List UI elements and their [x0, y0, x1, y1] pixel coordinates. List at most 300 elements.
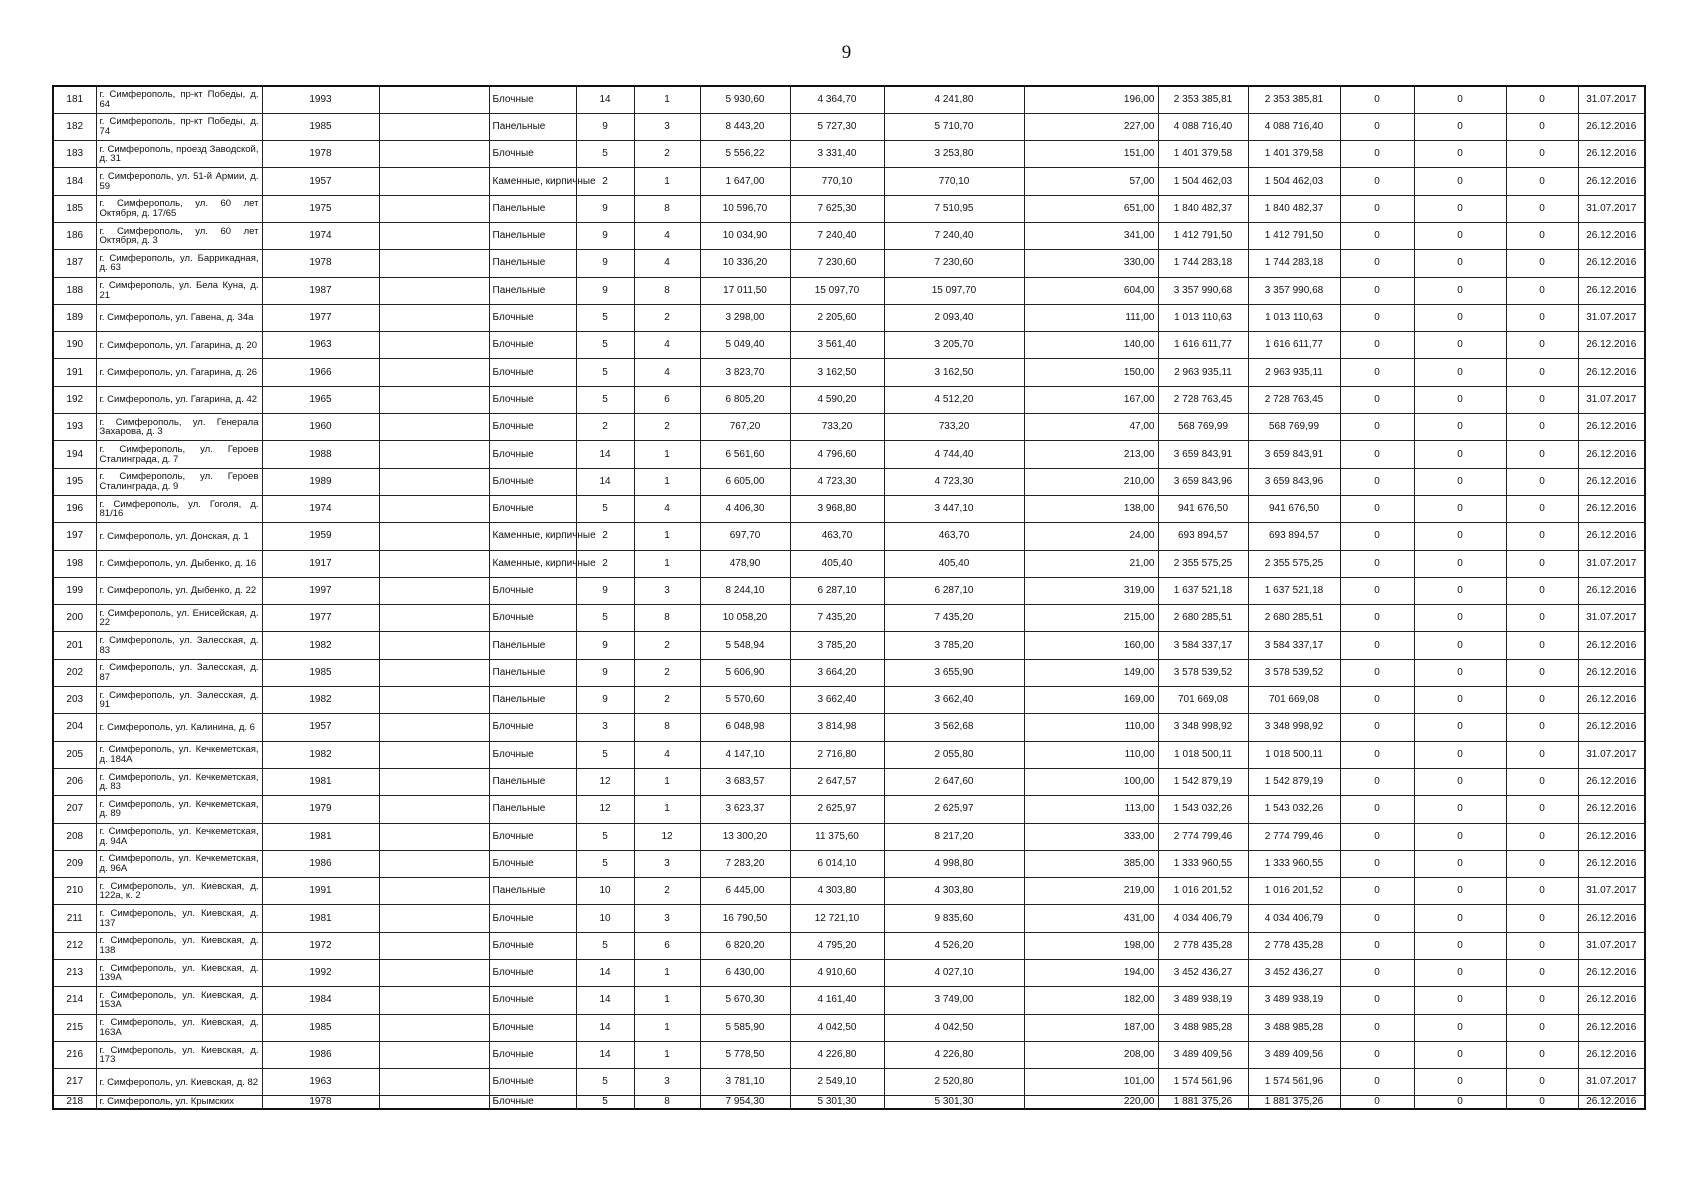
zero-cell-2: 0: [1414, 523, 1506, 550]
wall-material-cell: Блочные: [489, 141, 576, 168]
area-total-cell: 10 058,20: [700, 605, 790, 632]
cost-fund-cell: 1 744 283,18: [1248, 250, 1340, 277]
empty-cell: [379, 441, 489, 468]
empty-cell: [379, 222, 489, 249]
area-roof-cell: 138,00: [1024, 495, 1158, 522]
zero-cell-3: 0: [1506, 414, 1578, 441]
table-row: [53, 960, 1645, 987]
row-number: 188: [53, 277, 96, 304]
area-living-cell: 3 561,40: [790, 332, 884, 359]
zero-cell-2: 0: [1414, 605, 1506, 632]
zero-cell-2: 0: [1414, 577, 1506, 604]
cost-total-cell: 2 355 575,25: [1158, 550, 1248, 577]
table-row: [53, 195, 1645, 222]
cost-fund-cell: 3 452 436,27: [1248, 960, 1340, 987]
date-cell: 31.07.2017: [1578, 932, 1645, 959]
year-cell: 1977: [262, 304, 379, 331]
table-row: [53, 768, 1645, 795]
zero-cell-2: 0: [1414, 932, 1506, 959]
zero-cell-2: 0: [1414, 222, 1506, 249]
date-cell: 31.07.2017: [1578, 550, 1645, 577]
floors-cell: 9: [576, 632, 634, 659]
row-number: 218: [53, 1096, 96, 1109]
area-roof-cell: 220,00: [1024, 1096, 1158, 1109]
area-total-cell: 6 048,98: [700, 714, 790, 741]
area-roof-cell: 113,00: [1024, 796, 1158, 823]
row-number: 213: [53, 960, 96, 987]
row-number: 217: [53, 1069, 96, 1096]
floors-cell: 10: [576, 905, 634, 932]
table-row: [53, 1014, 1645, 1041]
zero-cell-2: 0: [1414, 441, 1506, 468]
zero-cell-1: 0: [1340, 550, 1414, 577]
area-residential-cell: 7 510,95: [884, 195, 1024, 222]
address-cell: г. Симферополь, ул. Баррикадная, д. 63: [96, 250, 262, 277]
zero-cell-3: 0: [1506, 905, 1578, 932]
area-residential-cell: 7 435,20: [884, 605, 1024, 632]
floors-cell: 14: [576, 1041, 634, 1068]
zero-cell-2: 0: [1414, 714, 1506, 741]
zero-cell-1: 0: [1340, 468, 1414, 495]
table-row: [53, 878, 1645, 905]
zero-cell-3: 0: [1506, 796, 1578, 823]
zero-cell-1: 0: [1340, 960, 1414, 987]
area-total-cell: 13 300,20: [700, 823, 790, 850]
table-row: [53, 523, 1645, 550]
entrances-cell: 4: [634, 359, 700, 386]
area-residential-cell: 4 723,30: [884, 468, 1024, 495]
floors-cell: 5: [576, 741, 634, 768]
empty-cell: [379, 304, 489, 331]
cost-fund-cell: 1 542 879,19: [1248, 768, 1340, 795]
entrances-cell: 8: [634, 195, 700, 222]
year-cell: 1991: [262, 878, 379, 905]
empty-cell: [379, 359, 489, 386]
year-cell: 1917: [262, 550, 379, 577]
area-total-cell: 7 283,20: [700, 850, 790, 877]
zero-cell-2: 0: [1414, 550, 1506, 577]
area-residential-cell: 15 097,70: [884, 277, 1024, 304]
entrances-cell: 3: [634, 850, 700, 877]
zero-cell-2: 0: [1414, 386, 1506, 413]
entrances-cell: 1: [634, 168, 700, 195]
cost-fund-cell: 2 778 435,28: [1248, 932, 1340, 959]
floors-cell: 5: [576, 359, 634, 386]
empty-cell: [379, 1014, 489, 1041]
area-living-cell: 3 662,40: [790, 687, 884, 714]
entrances-cell: 1: [634, 523, 700, 550]
area-total-cell: 16 790,50: [700, 905, 790, 932]
empty-cell: [379, 386, 489, 413]
entrances-cell: 1: [634, 1014, 700, 1041]
area-total-cell: 5 585,90: [700, 1014, 790, 1041]
address-cell: г. Симферополь, ул. Гагарина, д. 20: [96, 332, 262, 359]
area-living-cell: 4 226,80: [790, 1041, 884, 1068]
area-roof-cell: 167,00: [1024, 386, 1158, 413]
year-cell: 1965: [262, 386, 379, 413]
area-roof-cell: 187,00: [1024, 1014, 1158, 1041]
zero-cell-3: 0: [1506, 86, 1578, 113]
table-row: [53, 250, 1645, 277]
zero-cell-3: 0: [1506, 850, 1578, 877]
year-cell: 1989: [262, 468, 379, 495]
area-living-cell: 463,70: [790, 523, 884, 550]
date-cell: 26.12.2016: [1578, 359, 1645, 386]
zero-cell-2: 0: [1414, 332, 1506, 359]
area-residential-cell: 770,10: [884, 168, 1024, 195]
area-residential-cell: 3 749,00: [884, 987, 1024, 1014]
zero-cell-1: 0: [1340, 250, 1414, 277]
year-cell: 1993: [262, 86, 379, 113]
wall-material-cell: Каменные, кирпичные: [489, 550, 576, 577]
entrances-cell: 2: [634, 687, 700, 714]
zero-cell-1: 0: [1340, 86, 1414, 113]
date-cell: 31.07.2017: [1578, 878, 1645, 905]
address-cell: г. Симферополь, ул. Киевская, д. 153А: [96, 987, 262, 1014]
area-roof-cell: 651,00: [1024, 195, 1158, 222]
entrances-cell: 2: [634, 632, 700, 659]
zero-cell-1: 0: [1340, 687, 1414, 714]
address-cell: г. Симферополь, ул. Крымских: [96, 1096, 262, 1109]
empty-cell: [379, 1041, 489, 1068]
address-cell: г. Симферополь, ул. Дыбенко, д. 22: [96, 577, 262, 604]
floors-cell: 2: [576, 414, 634, 441]
zero-cell-1: 0: [1340, 850, 1414, 877]
zero-cell-3: 0: [1506, 960, 1578, 987]
area-total-cell: 6 430,00: [700, 960, 790, 987]
area-residential-cell: 9 835,60: [884, 905, 1024, 932]
entrances-cell: 1: [634, 468, 700, 495]
area-residential-cell: 5 710,70: [884, 113, 1024, 140]
row-number: 186: [53, 222, 96, 249]
page-number: 9: [841, 42, 852, 63]
table-row: [53, 550, 1645, 577]
address-cell: г. Симферополь, ул. Гагарина, д. 26: [96, 359, 262, 386]
cost-total-cell: 3 488 985,28: [1158, 1014, 1248, 1041]
entrances-cell: 4: [634, 495, 700, 522]
floors-cell: 5: [576, 141, 634, 168]
wall-material-cell: Блочные: [489, 1069, 576, 1096]
row-number: 210: [53, 878, 96, 905]
row-number: 206: [53, 768, 96, 795]
zero-cell-1: 0: [1340, 195, 1414, 222]
cost-total-cell: 2 680 285,51: [1158, 605, 1248, 632]
table-row: [53, 386, 1645, 413]
floors-cell: 9: [576, 277, 634, 304]
zero-cell-3: 0: [1506, 714, 1578, 741]
area-residential-cell: 463,70: [884, 523, 1024, 550]
zero-cell-1: 0: [1340, 796, 1414, 823]
year-cell: 1981: [262, 823, 379, 850]
date-cell: 31.07.2017: [1578, 605, 1645, 632]
zero-cell-3: 0: [1506, 1041, 1578, 1068]
year-cell: 1974: [262, 495, 379, 522]
area-residential-cell: 2 647,60: [884, 768, 1024, 795]
wall-material-cell: Блочные: [489, 905, 576, 932]
wall-material-cell: Блочные: [489, 468, 576, 495]
table-row: [53, 495, 1645, 522]
zero-cell-2: 0: [1414, 768, 1506, 795]
row-number: 200: [53, 605, 96, 632]
zero-cell-1: 0: [1340, 741, 1414, 768]
address-cell: г. Симферополь, ул. Кечкеметская, д. 184А: [96, 741, 262, 768]
zero-cell-3: 0: [1506, 632, 1578, 659]
area-living-cell: 7 435,20: [790, 605, 884, 632]
area-residential-cell: 733,20: [884, 414, 1024, 441]
year-cell: 1978: [262, 250, 379, 277]
table-row: [53, 414, 1645, 441]
area-residential-cell: 5 301,30: [884, 1096, 1024, 1109]
zero-cell-1: 0: [1340, 386, 1414, 413]
zero-cell-1: 0: [1340, 332, 1414, 359]
zero-cell-3: 0: [1506, 823, 1578, 850]
wall-material-cell: Блочные: [489, 1014, 576, 1041]
cost-total-cell: 3 348 998,92: [1158, 714, 1248, 741]
area-total-cell: 6 561,60: [700, 441, 790, 468]
area-roof-cell: 194,00: [1024, 960, 1158, 987]
empty-cell: [379, 823, 489, 850]
empty-cell: [379, 659, 489, 686]
zero-cell-1: 0: [1340, 823, 1414, 850]
address-cell: г. Симферополь, пр-кт Победы, д. 74: [96, 113, 262, 140]
zero-cell-1: 0: [1340, 1041, 1414, 1068]
empty-cell: [379, 250, 489, 277]
zero-cell-1: 0: [1340, 168, 1414, 195]
wall-material-cell: Блочные: [489, 741, 576, 768]
empty-cell: [379, 850, 489, 877]
area-residential-cell: 3 205,70: [884, 332, 1024, 359]
wall-material-cell: Блочные: [489, 850, 576, 877]
address-cell: г. Симферополь, ул. Киевская, д. 122а, к. 2: [96, 878, 262, 905]
entrances-cell: 4: [634, 332, 700, 359]
date-cell: 31.07.2017: [1578, 1069, 1645, 1096]
date-cell: 31.07.2017: [1578, 741, 1645, 768]
cost-total-cell: 3 584 337,17: [1158, 632, 1248, 659]
address-cell: г. Симферополь, ул. Кечкеметская, д. 94А: [96, 823, 262, 850]
zero-cell-2: 0: [1414, 168, 1506, 195]
zero-cell-1: 0: [1340, 1069, 1414, 1096]
address-cell: г. Симферополь, ул. Киевская, д. 137: [96, 905, 262, 932]
cost-fund-cell: 3 357 990,68: [1248, 277, 1340, 304]
area-roof-cell: 57,00: [1024, 168, 1158, 195]
zero-cell-3: 0: [1506, 550, 1578, 577]
zero-cell-2: 0: [1414, 1041, 1506, 1068]
floors-cell: 5: [576, 1096, 634, 1109]
floors-cell: 5: [576, 495, 634, 522]
zero-cell-1: 0: [1340, 277, 1414, 304]
area-residential-cell: 4 303,80: [884, 878, 1024, 905]
area-residential-cell: 3 447,10: [884, 495, 1024, 522]
zero-cell-1: 0: [1340, 905, 1414, 932]
area-living-cell: 4 723,30: [790, 468, 884, 495]
floors-cell: 9: [576, 577, 634, 604]
date-cell: 26.12.2016: [1578, 905, 1645, 932]
area-living-cell: 3 814,98: [790, 714, 884, 741]
floors-cell: 2: [576, 168, 634, 195]
entrances-cell: 12: [634, 823, 700, 850]
row-number: 191: [53, 359, 96, 386]
cost-fund-cell: 3 489 938,19: [1248, 987, 1340, 1014]
floors-cell: 9: [576, 195, 634, 222]
area-living-cell: 5 301,30: [790, 1096, 884, 1109]
zero-cell-2: 0: [1414, 414, 1506, 441]
area-residential-cell: 405,40: [884, 550, 1024, 577]
zero-cell-1: 0: [1340, 141, 1414, 168]
empty-cell: [379, 932, 489, 959]
address-cell: г. Симферополь, ул. Киевская, д. 138: [96, 932, 262, 959]
wall-material-cell: Блочные: [489, 714, 576, 741]
zero-cell-2: 0: [1414, 113, 1506, 140]
zero-cell-1: 0: [1340, 714, 1414, 741]
empty-cell: [379, 86, 489, 113]
floors-cell: 5: [576, 304, 634, 331]
address-cell: г. Симферополь, ул. Гоголя, д. 81/16: [96, 495, 262, 522]
wall-material-cell: Панельные: [489, 768, 576, 795]
row-number: 194: [53, 441, 96, 468]
area-residential-cell: 7 230,60: [884, 250, 1024, 277]
area-roof-cell: 319,00: [1024, 577, 1158, 604]
cost-total-cell: 2 728 763,45: [1158, 386, 1248, 413]
cost-fund-cell: 3 659 843,91: [1248, 441, 1340, 468]
zero-cell-3: 0: [1506, 987, 1578, 1014]
wall-material-cell: Панельные: [489, 687, 576, 714]
table-row: [53, 1041, 1645, 1068]
entrances-cell: 2: [634, 141, 700, 168]
wall-material-cell: Блочные: [489, 495, 576, 522]
table-row: [53, 605, 1645, 632]
empty-cell: [379, 414, 489, 441]
row-number: 208: [53, 823, 96, 850]
date-cell: 26.12.2016: [1578, 250, 1645, 277]
entrances-cell: 1: [634, 550, 700, 577]
entrances-cell: 2: [634, 414, 700, 441]
date-cell: 26.12.2016: [1578, 987, 1645, 1014]
table-row: [53, 577, 1645, 604]
empty-cell: [379, 195, 489, 222]
empty-cell: [379, 960, 489, 987]
area-roof-cell: 110,00: [1024, 741, 1158, 768]
entrances-cell: 8: [634, 605, 700, 632]
year-cell: 1963: [262, 332, 379, 359]
address-cell: г. Симферополь, ул. Кечкеметская, д. 96А: [96, 850, 262, 877]
area-living-cell: 7 625,30: [790, 195, 884, 222]
zero-cell-2: 0: [1414, 277, 1506, 304]
empty-cell: [379, 523, 489, 550]
zero-cell-1: 0: [1340, 878, 1414, 905]
zero-cell-2: 0: [1414, 250, 1506, 277]
floors-cell: 3: [576, 714, 634, 741]
area-roof-cell: 208,00: [1024, 1041, 1158, 1068]
area-total-cell: 6 605,00: [700, 468, 790, 495]
cost-fund-cell: 3 488 985,28: [1248, 1014, 1340, 1041]
entrances-cell: 4: [634, 222, 700, 249]
zero-cell-2: 0: [1414, 687, 1506, 714]
wall-material-cell: Панельные: [489, 796, 576, 823]
date-cell: 26.12.2016: [1578, 659, 1645, 686]
cost-fund-cell: 2 353 385,81: [1248, 86, 1340, 113]
area-roof-cell: 227,00: [1024, 113, 1158, 140]
cost-fund-cell: 1 840 482,37: [1248, 195, 1340, 222]
address-cell: г. Симферополь, ул. Дыбенко, д. 16: [96, 550, 262, 577]
address-cell: г. Симферополь, ул. Гавена, д. 34а: [96, 304, 262, 331]
area-total-cell: 10 596,70: [700, 195, 790, 222]
empty-cell: [379, 1096, 489, 1109]
cost-fund-cell: 2 355 575,25: [1248, 550, 1340, 577]
area-total-cell: 6 820,20: [700, 932, 790, 959]
address-cell: г. Симферополь, ул. Залесская, д. 83: [96, 632, 262, 659]
cost-total-cell: 941 676,50: [1158, 495, 1248, 522]
wall-material-cell: Каменные, кирпичные: [489, 168, 576, 195]
table-row: [53, 823, 1645, 850]
year-cell: 1977: [262, 605, 379, 632]
cost-total-cell: 1 542 879,19: [1158, 768, 1248, 795]
wall-material-cell: Блочные: [489, 577, 576, 604]
floors-cell: 14: [576, 987, 634, 1014]
address-cell: г. Симферополь, ул. Генерала Захарова, д. 3: [96, 414, 262, 441]
address-cell: г. Симферополь, ул. Кечкеметская, д. 89: [96, 796, 262, 823]
zero-cell-3: 0: [1506, 932, 1578, 959]
row-number: 209: [53, 850, 96, 877]
wall-material-cell: Блочные: [489, 932, 576, 959]
entrances-cell: 8: [634, 277, 700, 304]
cost-fund-cell: 1 637 521,18: [1248, 577, 1340, 604]
area-residential-cell: 4 226,80: [884, 1041, 1024, 1068]
year-cell: 1986: [262, 1041, 379, 1068]
zero-cell-3: 0: [1506, 495, 1578, 522]
floors-cell: 5: [576, 605, 634, 632]
date-cell: 26.12.2016: [1578, 1041, 1645, 1068]
area-living-cell: 7 230,60: [790, 250, 884, 277]
address-cell: г. Симферополь, ул. Героев Сталинграда, д. 7: [96, 441, 262, 468]
cost-total-cell: 1 333 960,55: [1158, 850, 1248, 877]
wall-material-cell: Панельные: [489, 113, 576, 140]
area-total-cell: 5 570,60: [700, 687, 790, 714]
area-total-cell: 8 244,10: [700, 577, 790, 604]
entrances-cell: 6: [634, 386, 700, 413]
address-cell: г. Симферополь, пр-кт Победы, д. 64: [96, 86, 262, 113]
row-number: 197: [53, 523, 96, 550]
year-cell: 1960: [262, 414, 379, 441]
area-residential-cell: 4 027,10: [884, 960, 1024, 987]
row-number: 185: [53, 195, 96, 222]
area-residential-cell: 2 625,97: [884, 796, 1024, 823]
address-cell: г. Симферополь, проезд Заводской, д. 31: [96, 141, 262, 168]
zero-cell-3: 0: [1506, 277, 1578, 304]
cost-total-cell: 4 034 406,79: [1158, 905, 1248, 932]
date-cell: 26.12.2016: [1578, 687, 1645, 714]
date-cell: 26.12.2016: [1578, 495, 1645, 522]
area-roof-cell: 160,00: [1024, 632, 1158, 659]
address-cell: г. Симферополь, ул. 60 лет Октября, д. 17/65: [96, 195, 262, 222]
cost-total-cell: 2 353 385,81: [1158, 86, 1248, 113]
date-cell: 26.12.2016: [1578, 796, 1645, 823]
date-cell: 26.12.2016: [1578, 960, 1645, 987]
zero-cell-3: 0: [1506, 605, 1578, 632]
year-cell: 1957: [262, 168, 379, 195]
entrances-cell: 2: [634, 659, 700, 686]
zero-cell-2: 0: [1414, 659, 1506, 686]
year-cell: 1959: [262, 523, 379, 550]
zero-cell-1: 0: [1340, 113, 1414, 140]
year-cell: 1985: [262, 1014, 379, 1041]
table-row: [53, 932, 1645, 959]
date-cell: 26.12.2016: [1578, 414, 1645, 441]
zero-cell-1: 0: [1340, 359, 1414, 386]
zero-cell-2: 0: [1414, 632, 1506, 659]
cost-total-cell: 3 489 938,19: [1158, 987, 1248, 1014]
area-living-cell: 4 364,70: [790, 86, 884, 113]
row-number: 203: [53, 687, 96, 714]
